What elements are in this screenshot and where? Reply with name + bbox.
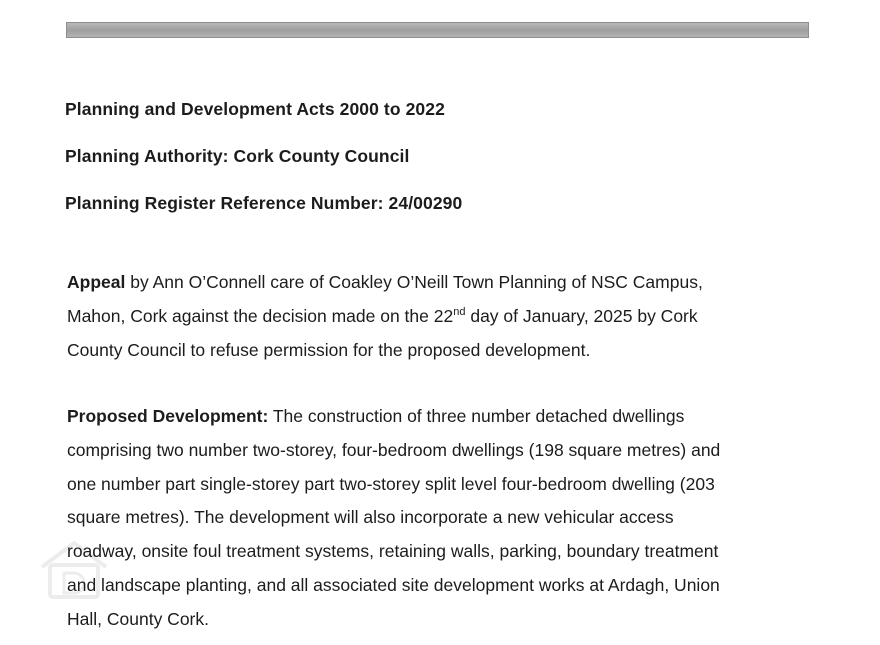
proposed-line-1 xyxy=(67,400,827,434)
proposed-development-paragraph xyxy=(67,400,827,637)
heading-planning-authority: Planning Authority: Cork County Council xyxy=(65,146,410,166)
proposed-line-1-text: The construction of three number detached dwellings xyxy=(268,406,685,426)
appeal-line-2 xyxy=(67,300,827,334)
appeal-lead: Appeal xyxy=(67,272,126,292)
heading-acts: Planning and Development Acts 2000 to 2022 xyxy=(65,99,445,119)
proposed-lead: Proposed Development: xyxy=(67,406,269,426)
proposed-line-2: comprising two number two-storey, four-bedroom dwellings (198 square metres) and xyxy=(67,439,721,460)
appeal-line-3: County Council to refuse permission for the proposed development. xyxy=(67,339,591,360)
proposed-line-3: one number part single-storey part two-storey split level four-bedroom dwelling (203 xyxy=(67,473,715,494)
proposed-line-5: roadway, onsite foul treatment systems, retaining walls, parking, boundary treatment xyxy=(67,541,719,562)
appeal-line-1 xyxy=(67,266,827,300)
appeal-line-1-text: by Ann O’Connell care of Coakley O’Neill Town Planning of NSC Campus, xyxy=(125,272,703,292)
appeal-paragraph xyxy=(67,266,827,367)
proposed-line-4: square metres). The development will also incorporate a new vehicular access xyxy=(67,507,674,528)
appeal-line-2-post: day of January, 2025 by Cork xyxy=(465,305,698,326)
heading-reference-number: Planning Register Reference Number: 24/00290 xyxy=(65,193,463,213)
proposed-line-7: Hall, County Cork. xyxy=(67,608,209,629)
appeal-line-2-pre: Mahon, Cork against the decision made on the 22 xyxy=(67,305,454,326)
ordinal-suffix: nd xyxy=(453,305,466,318)
watermark-logo-icon xyxy=(34,537,114,601)
header-grey-bar xyxy=(66,22,809,38)
proposed-line-6: and landscape planting, and all associated site development works at Ardagh, Union xyxy=(67,574,720,595)
